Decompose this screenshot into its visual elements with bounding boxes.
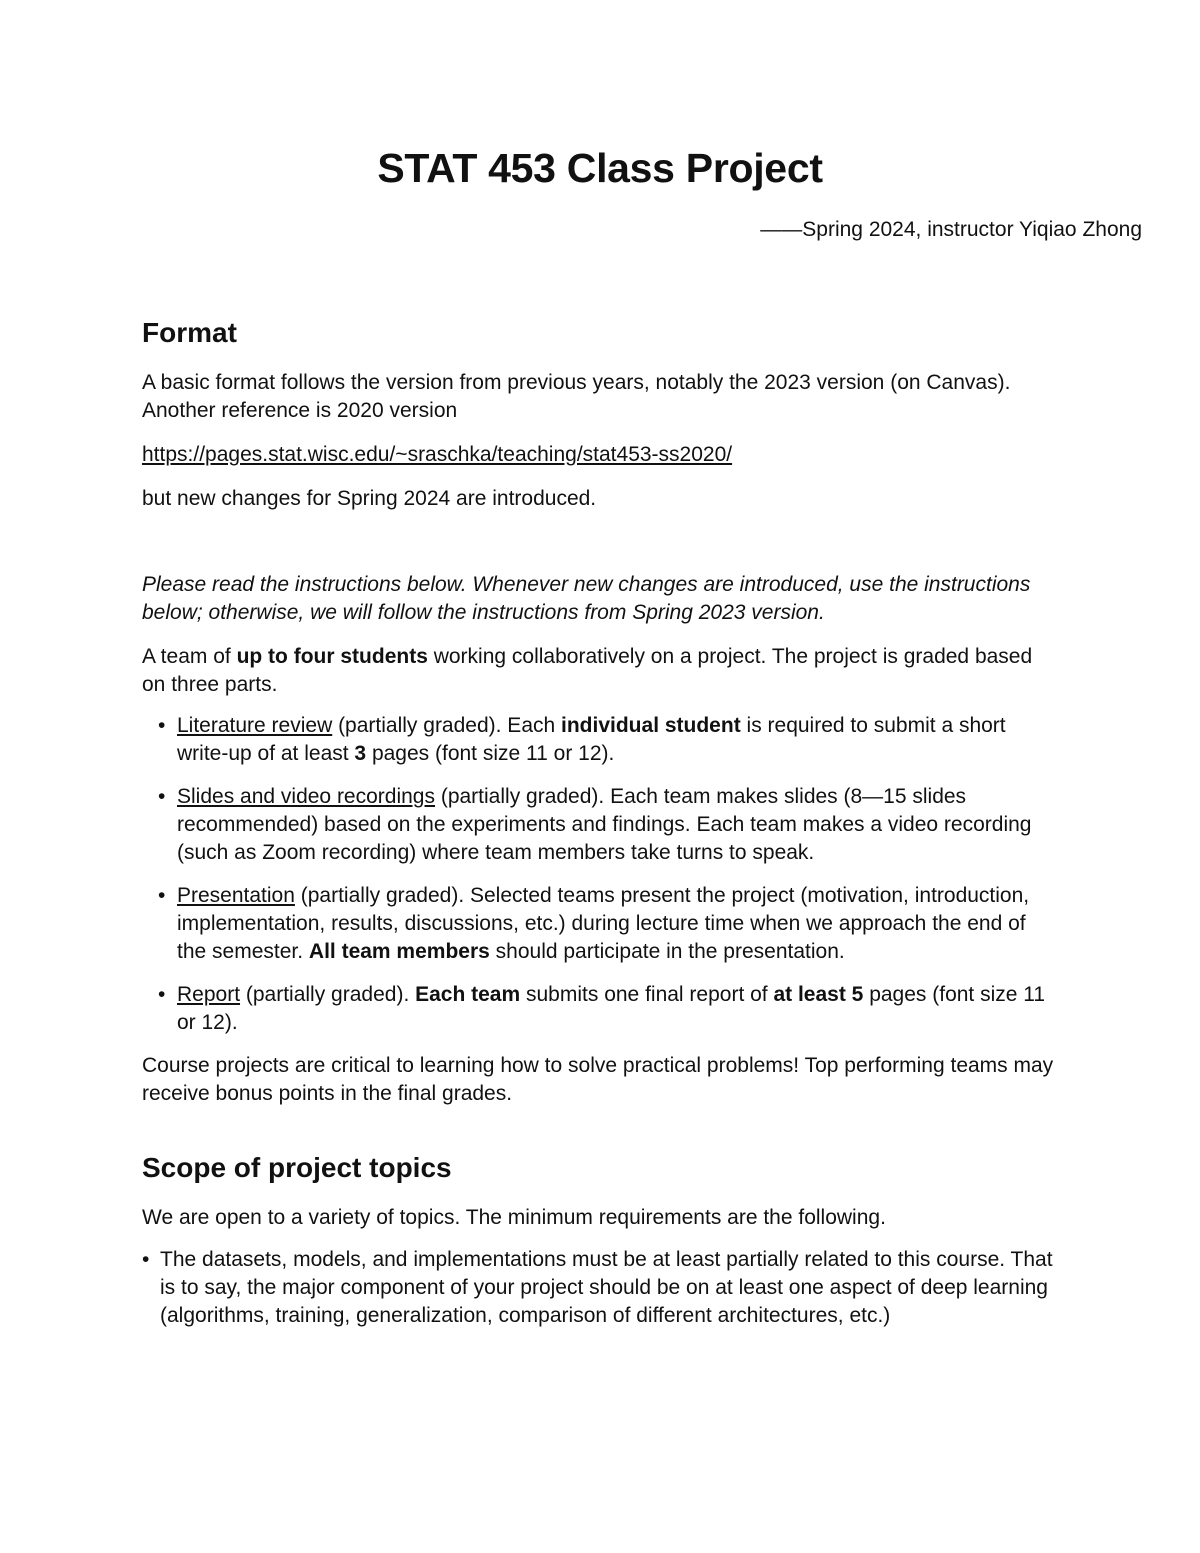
bullet-icon: • [158, 714, 166, 737]
document-subtitle: ——Spring 2024, instructor Yiqiao Zhong [760, 218, 1142, 241]
closing-paragraph: Course projects are critical to learning how to solve practical problems! Top performing teams may receive bonus points in the final grades. [142, 1054, 1054, 1105]
bullet-icon: • [158, 785, 166, 808]
scope-heading: Scope of project topics [142, 1152, 452, 1183]
list-item-slides-video: • Slides and video recordings (partially graded). Each team makes slides (8—15 slides recommended) based on the experiments and findings. Each team makes a video recording (such as Zoom recording) where team members take turns to speak. [158, 785, 1032, 864]
format-changes: but new changes for Spring 2024 are introduced. [142, 487, 597, 510]
item-title: Presentation [177, 884, 295, 907]
bullet-icon: • [158, 983, 166, 1006]
team-size: up to four students [236, 645, 428, 668]
item-title: Report [177, 983, 241, 1006]
format-heading: Format [142, 317, 237, 348]
item-title: Slides and video recordings [177, 785, 435, 808]
item-title: Literature review [177, 714, 333, 737]
bullet-icon: • [158, 884, 166, 907]
instructions-note: Please read the instructions below. Whenever new changes are introduced, use the instructions below; otherwise, we will follow the instructions from Spring 2023 version. [142, 573, 1031, 624]
graded-parts-list [142, 712, 1058, 1037]
reference-link[interactable]: https://pages.stat.wisc.edu/~sraschka/teaching/stat453-ss2020/ [142, 443, 733, 466]
list-item-report: • Report (partially graded). Each team submits one final report of at least 5 pages (font size 11 or 12). [158, 983, 1046, 1034]
list-item-requirement: • The datasets, models, and implementations must be at least partially related to this course. That is to say, the major component of your project should be on at least one aspect of deep learning (algorithms, training, generalization, comparison of different architectures, etc.) [142, 1248, 1053, 1327]
requirements-list [142, 1246, 1058, 1330]
reference-link-paragraph [142, 441, 1058, 469]
document-title: STAT 453 Class Project [377, 145, 823, 191]
format-intro: A basic format follows the version from previous years, notably the 2023 version (on Canvas). Another reference is 2020 version [142, 371, 1011, 422]
list-item-presentation: • Presentation (partially graded). Selected teams present the project (motivation, introduction, implementation, results, discussions, etc.) during lecture time when we approach the end of the semester. All team members should participate in the presentation. [158, 884, 1030, 963]
team-paragraph: A team of up to four students working collaboratively on a project. The project is graded based on three parts. [142, 645, 1033, 696]
bullet-icon: • [142, 1248, 150, 1271]
list-item-literature-review: • Literature review (partially graded). Each individual student is required to submit a short write-up of at least 3 pages (font size 11 or 12). [158, 714, 1006, 765]
scope-intro: We are open to a variety of topics. The minimum requirements are the following. [142, 1206, 886, 1229]
